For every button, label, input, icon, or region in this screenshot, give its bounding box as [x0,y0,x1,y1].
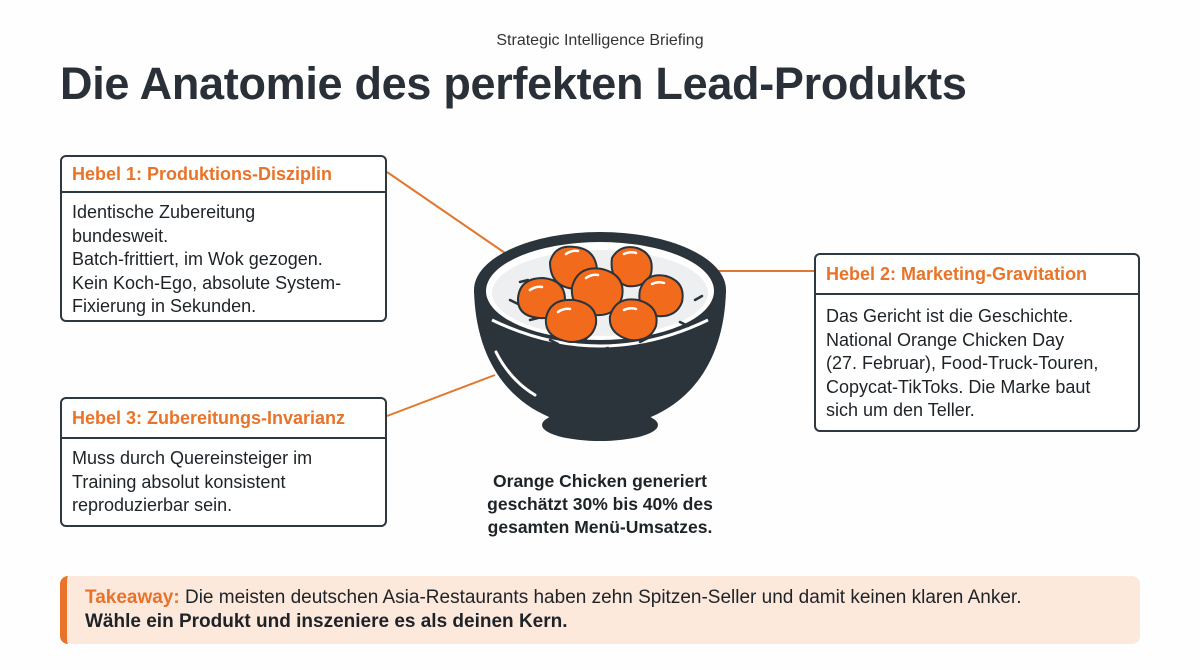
lever-line: Identische Zubereitung [72,202,256,222]
takeaway-banner [60,576,1140,644]
lever-line: reproduzierbar sein. [72,495,233,515]
lever-line: (27. Februar), Food-Truck-Touren, [826,353,1099,373]
lever-line: Training absolut konsistent [72,471,286,492]
caption-line: gesamten Menü-Umsatzes. [487,517,713,537]
lever-card-1 [60,155,387,322]
lever-line: National Orange Chicken Day [826,329,1065,350]
lever-line: Fixierung in Sekunden. [72,296,257,316]
caption-line: Orange Chicken generiert [493,471,707,491]
lever-title: Hebel 1: Produktions-Disziplin [62,157,385,193]
takeaway-label: Takeaway: [85,587,180,608]
connector-line-1 [387,172,505,253]
lever-body [62,193,385,327]
lever-card-3 [60,397,387,527]
lever-line: bundesweit. [72,225,169,246]
takeaway-bold: Wähle ein Produkt und inszeniere es als deinen Kern. [85,611,568,632]
rice-bowl-orange-chicken-icon [474,232,726,441]
connector-line-3 [387,375,495,416]
lever-line: Das Gericht ist die Geschichte. [826,306,1074,326]
lever-line: Batch-frittiert, im Wok gezogen. [72,249,323,269]
bowl-caption [420,470,780,539]
takeaway-text: Die meisten deutschen Asia-Restaurants haben zehn Spitzen-Seller und damit keinen klaren Anker. [179,587,1022,608]
lever-line: Kein Koch-Ego, absolute System- [72,272,342,293]
lever-line: Muss durch Quereinsteiger im [72,448,313,468]
subtitle: Strategic Intelligence Briefing [496,32,704,49]
page-title: Die Anatomie des perfekten Lead-Produkts [60,58,967,109]
lever-title: Hebel 3: Zubereitungs-Invarianz [62,399,385,439]
lever-body [816,295,1138,431]
lever-title: Hebel 2: Marketing-Gravitation [816,255,1138,295]
lever-body [62,439,385,526]
caption-line: geschätzt 30% bis 40% des [487,494,713,514]
lever-line: Copycat-TikToks. Die Marke baut [826,376,1091,397]
lever-line: sich um den Teller. [826,400,975,420]
lever-card-2 [814,253,1140,432]
